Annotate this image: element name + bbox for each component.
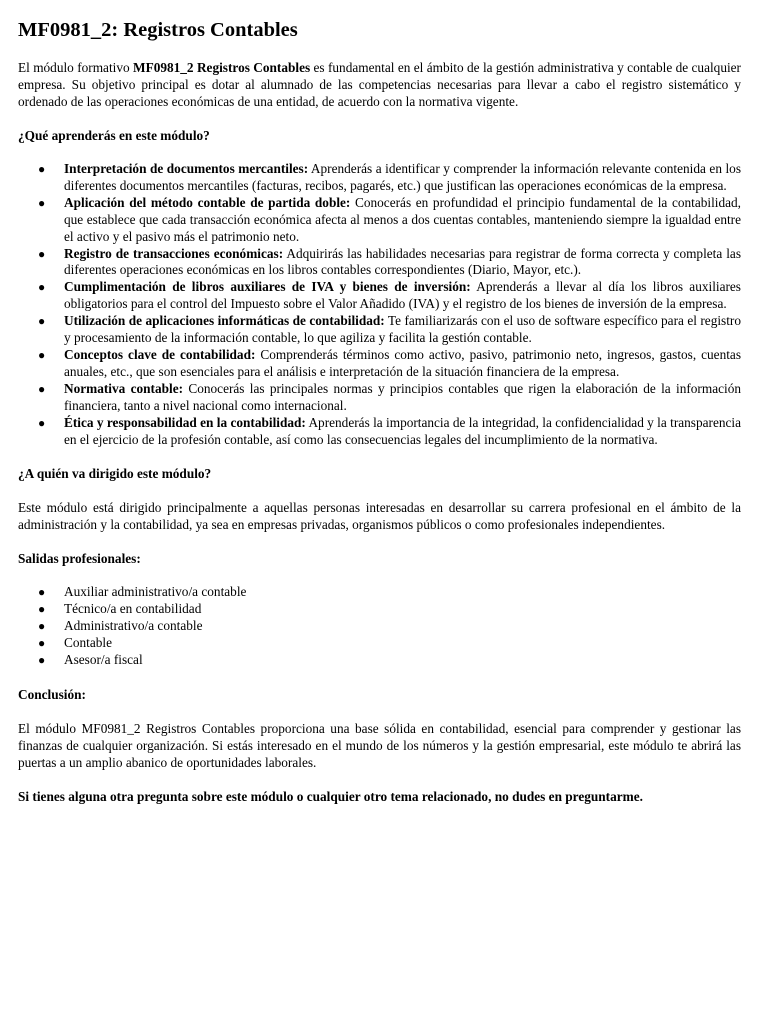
intro-text-after: es fundamental en el ámbito de la gestión administrativa y contable de cualquier empresa. Su objetivo principal es dotar al alumnado de las competencias necesarias para llevar a cabo el registro sistemático y ordenado de las operaciones económicas de una entidad, de acuerdo con la normativa vigente. [18,60,741,109]
career-list-item [18,584,741,601]
bullet-icon: ● [38,347,46,362]
learn-item-text: Comprenderás términos como activo, pasivo, patrimonio neto, ingresos, gastos, cuentas anuales, etc., que son esenciales para el análisis e interpretación de la situación financiera de la empresa. [64,346,742,379]
bullet-icon: ● [38,195,46,210]
learn-item-title: Registro de transacciones económicas: [64,245,284,261]
career-item-text: Contable [64,635,113,651]
career-list-item [18,635,741,652]
career-item-text: Asesor/a fiscal [64,652,143,668]
careers-list [18,584,741,669]
intro-bold-module-name: MF0981_2 Registros Contables [133,60,311,75]
learn-item-text: Aprenderás la importancia de la integridad, la confidencialidad y la transparencia en el ejercicio de la profesión contable, así como las consecuencias legales del incumplimiento de la normativa. [64,414,741,447]
learn-item-title: Ética y responsabilidad en la contabilidad: [64,414,306,430]
learn-item-title: Aplicación del método contable de partida doble: [64,194,351,210]
conclusion-heading: Conclusión: [18,686,86,702]
bullet-icon: ● [38,619,46,634]
learn-list-item [18,246,741,280]
bullet-icon: ● [38,162,46,176]
audience-paragraph: Este módulo está dirigido principalmente a aquellas personas interesadas en desarrollar su carrera profesional en el ámbito de la administración y la contabilidad, ya sea en empresas privadas, organismos públicos o como profesionales independientes. [18,500,741,533]
conclusion-paragraph: El módulo MF0981_2 Registros Contables proporciona una base sólida en contabilidad, esencial para comprender y gestionar las finanzas de cualquier organización. Si estás interesado en el mundo de los números y la gestión empresarial, este módulo te abrirá las puertas a un amplio abanico de oportunidades laborales. [18,720,741,770]
learn-item-text: Te familiarizarás con el uso de software específico para el registro y procesamiento de la información contable, lo que agiliza y facilita la gestión contable. [64,313,741,346]
learn-list-item [18,347,741,381]
learn-item-title: Conceptos clave de contabilidad: [64,346,256,362]
bullet-icon: ● [38,246,46,261]
learn-item-text: Aprenderás a identificar y comprender la información relevante contenida en los diferentes documentos mercantiles (facturas, recibos, pagarés, etc.) que justifican las operaciones económicas de la empresa. [64,161,741,193]
bullet-icon: ● [38,636,46,651]
learn-item-title: Cumplimentación de libros auxiliares de IVA y bienes de inversión: [64,279,471,295]
learn-item-text: Adquirirás las habilidades necesarias para registrar de forma correcta y completa las diferentes operaciones económicas en los libros contables correspondientes (Diario, Mayor, etc.). [64,245,741,278]
career-item-text: Auxiliar administrativo/a contable [64,584,247,600]
bullet-icon: ● [38,280,46,295]
careers-heading: Salidas profesionales: [18,551,141,567]
career-list-item [18,618,741,635]
learn-item-text: Aprenderás a llevar al día los libros auxiliares obligatorios para el control del Impuesto sobre el Valor Añadido (IVA) y el registro de los bienes de inversión de la empresa. [64,279,741,312]
learn-item-title: Normativa contable: [64,380,184,396]
document-title: MF0981_2: Registros Contables [18,19,298,41]
audience-heading: ¿A quién va dirigido este módulo? [18,466,212,482]
intro-text-before: El módulo formativo [18,60,134,75]
learn-item-text: Conocerás en profundidad el principio fundamental de la contabilidad, que establece que cada transacción económica afecta al menos a dos cuentas contables, manteniendo siempre la igualdad entre el activo y el pasivo más el patrimonio neto. [64,194,741,244]
learn-list-item [18,381,741,415]
closing-statement: Si tienes alguna otra pregunta sobre este módulo o cualquier otro tema relacionado, no dudes en preguntarme. [18,788,643,804]
learn-list [18,161,741,448]
document-page [18,17,741,805]
learn-item-text: Conocerás las principales normas y principios contables que rigen la elaboración de la información financiera, tanto a nivel nacional como internacional. [64,380,741,413]
learn-list-item [18,161,741,195]
learn-list-item [18,313,741,347]
learn-list-item [18,415,741,449]
learn-item-title: Utilización de aplicaciones informáticas de contabilidad: [64,313,385,329]
learn-item-title: Interpretación de documentos mercantiles: [64,161,309,176]
bullet-icon: ● [38,314,46,329]
career-list-item [18,652,741,669]
intro-paragraph [18,59,741,110]
career-item-text: Administrativo/a contable [64,618,203,634]
career-list-item [18,601,741,618]
bullet-icon: ● [38,585,46,600]
bullet-icon: ● [38,415,46,430]
learn-list-item [18,195,741,246]
bullet-icon: ● [38,602,46,617]
learn-heading: ¿Qué aprenderás en este módulo? [18,128,210,143]
bullet-icon: ● [38,381,46,396]
bullet-icon: ● [38,653,46,668]
career-item-text: Técnico/a en contabilidad [64,601,202,617]
learn-list-item [18,279,741,313]
